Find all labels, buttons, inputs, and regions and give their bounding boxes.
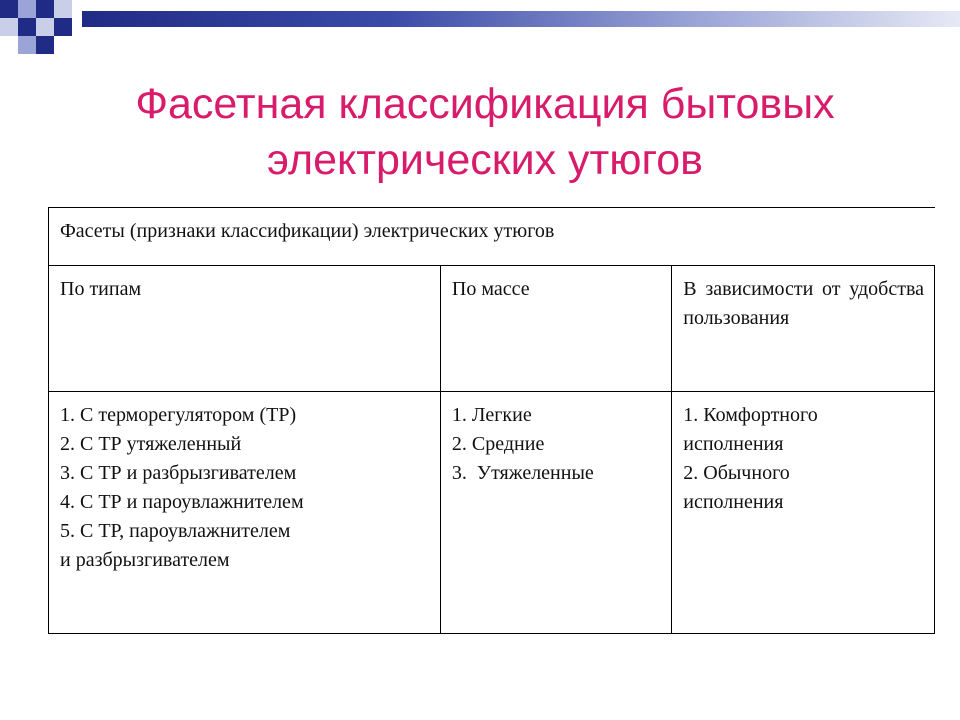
deco-square: [54, 0, 72, 18]
deco-square: [36, 36, 54, 54]
deco-square: [18, 0, 36, 18]
slide-title-line-2: электрических утюгов: [267, 136, 703, 184]
list-item: 2. С ТР утяжеленный: [60, 433, 242, 455]
list-item: 1. Комфортного: [683, 404, 818, 426]
table-header-cell: Фасеты (признаки классификации) электрических утюгов: [49, 208, 935, 266]
slide-title-line-1: Фасетная классификация бытовых: [135, 80, 835, 128]
deco-square: [0, 18, 18, 36]
list-item: 4. С ТР и пароувлажнителем: [60, 491, 304, 513]
list-item: и разбрызгивателем: [60, 549, 230, 571]
facet-values-convenience: [672, 392, 935, 634]
deco-square: [36, 0, 54, 18]
list-item: исполнения: [683, 491, 784, 513]
list-item: 1. Легкие: [451, 404, 532, 426]
facet-name-types: По типам: [49, 266, 441, 392]
header-decoration: [0, 0, 960, 60]
table-header-row: [49, 208, 935, 266]
list-item: 1. С терморегулятором (ТР): [60, 404, 297, 426]
list-item: 3. Утяжеленные: [451, 462, 594, 484]
deco-square: [18, 36, 36, 54]
list-item: 2. Обычного: [683, 462, 790, 484]
deco-square: [18, 18, 36, 36]
deco-square: [54, 18, 72, 36]
header-gradient-bar: [82, 11, 960, 27]
list-item: 3. С ТР и разбрызгивателем: [60, 462, 297, 484]
facet-values-row: [49, 392, 935, 634]
facet-name-convenience: В зависимости от удобства пользования: [672, 266, 935, 392]
facet-names-row: [49, 266, 935, 392]
list-item: 5. С ТР, пароувлажнителем: [60, 520, 291, 542]
deco-square: [0, 0, 18, 18]
list-item: 2. Средние: [451, 433, 545, 455]
facets-table: [48, 207, 935, 634]
facet-values-types: [49, 392, 441, 634]
deco-square: [36, 18, 54, 36]
list-item: исполнения: [683, 433, 784, 455]
slide-title: [60, 76, 910, 188]
facet-name-mass: По массе: [440, 266, 671, 392]
facet-values-mass: [440, 392, 671, 634]
